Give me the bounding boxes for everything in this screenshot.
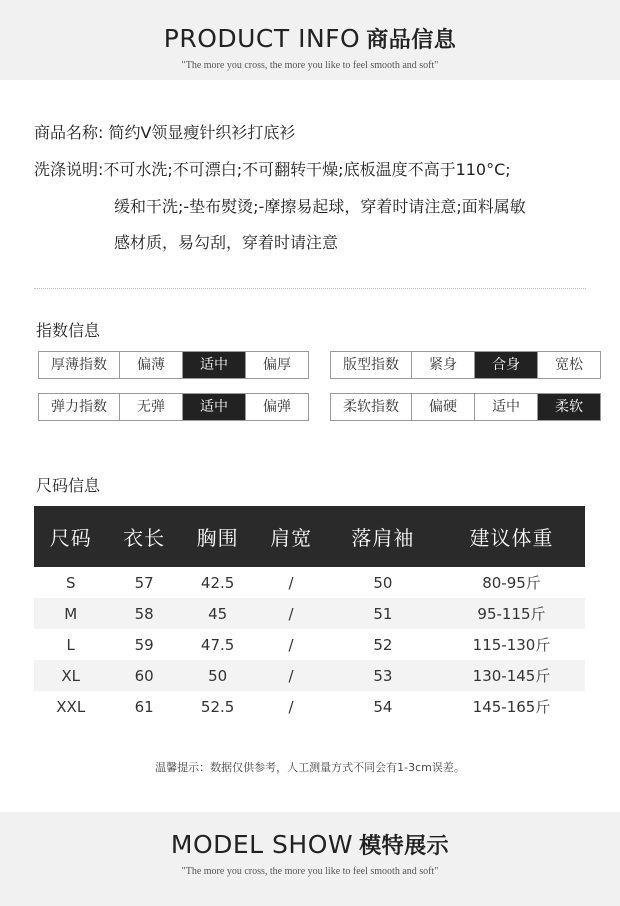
cell-length: 59 <box>134 635 154 654</box>
cell-shoulder: / <box>288 635 294 654</box>
header-chest: 胸围 <box>181 506 254 567</box>
cell-chest: 47.5 <box>200 635 235 654</box>
cell-chest: 45 <box>181 598 254 629</box>
product-info-banner <box>0 0 620 80</box>
title-cn: 模特展示 <box>359 834 450 859</box>
cell-sleeve: 53 <box>328 660 438 691</box>
size-table-header <box>34 506 585 567</box>
fit-scale <box>330 351 601 379</box>
banner-subtitle: "The more you cross, the more you like to feel smooth and soft" <box>181 866 439 877</box>
table-row <box>34 598 585 629</box>
measurement-tip: 温馨提示：数据仅供参考，人工测量方式不同会有1-3cm误差。 <box>155 761 465 774</box>
product-info-title <box>0 0 620 54</box>
scale-option: 紧身 <box>411 352 474 378</box>
scale-option-selected: 柔软 <box>537 394 600 420</box>
softness-scale <box>330 393 601 421</box>
cell-chest: 50 <box>181 660 254 691</box>
cell-sleeve: 50 <box>373 573 393 592</box>
scale-option: 无弹 <box>119 394 182 420</box>
cell-weight: 130-145斤 <box>438 660 585 691</box>
scale-option: 偏厚 <box>245 352 308 378</box>
index-section-title: 指数信息 <box>36 321 101 340</box>
cell-length: 61 <box>134 697 154 716</box>
table-row <box>34 691 585 722</box>
wash-instructions-line-1: 洗涤说明:不可水洗;不可漂白;不可翻转干燥;底板温度不高于110°C; <box>34 160 511 179</box>
model-show-title <box>0 812 620 860</box>
product-name: 商品名称: 简约V领显瘦针织衫打底衫 <box>34 123 296 142</box>
cell-size: L <box>66 635 75 654</box>
scale-option: 适中 <box>474 394 537 420</box>
table-row <box>34 660 585 691</box>
table-row <box>34 629 585 660</box>
header-sleeve: 落肩袖 <box>328 506 438 567</box>
cell-weight: 80-95斤 <box>482 574 541 592</box>
header-size: 尺码 <box>34 506 107 567</box>
cell-shoulder: / <box>254 598 327 629</box>
cell-shoulder: / <box>288 697 294 716</box>
scale-option: 偏薄 <box>119 352 182 378</box>
cell-sleeve: 54 <box>373 697 393 716</box>
cell-size: S <box>65 573 76 592</box>
cell-size: M <box>34 598 107 629</box>
banner-subtitle: "The more you cross, the more you like to feel smooth and soft" <box>181 60 439 71</box>
size-section-title: 尺码信息 <box>36 476 101 495</box>
cell-length: 58 <box>107 598 180 629</box>
wash-instructions-line-3: 感材质，易勾刮，穿着时请注意 <box>114 233 339 252</box>
scale-label: 柔软指数 <box>343 399 399 415</box>
cell-size: XXL <box>56 697 86 716</box>
scale-label: 弹力指数 <box>51 399 107 415</box>
cell-sleeve: 51 <box>328 598 438 629</box>
header-length: 衣长 <box>107 506 180 567</box>
title-en: PRODUCT INFO <box>163 24 361 53</box>
scale-option: 偏硬 <box>411 394 474 420</box>
scale-option-selected: 适中 <box>182 352 245 378</box>
table-row <box>34 567 585 598</box>
cell-chest: 42.5 <box>200 573 235 592</box>
cell-shoulder: / <box>254 660 327 691</box>
model-show-banner <box>0 812 620 906</box>
wash-instructions-line-2: 缓和干洗;-垫布熨烫;-摩擦易起球，穿着时请注意;面料属敏 <box>114 197 526 216</box>
cell-size: XL <box>34 660 107 691</box>
cell-sleeve: 52 <box>373 635 393 654</box>
header-weight: 建议体重 <box>438 506 585 567</box>
scale-option: 宽松 <box>537 352 600 378</box>
thickness-scale <box>38 351 309 379</box>
cell-shoulder: / <box>288 573 294 592</box>
scale-label: 版型指数 <box>343 357 399 373</box>
size-table <box>34 506 585 722</box>
scale-label: 厚薄指数 <box>51 357 107 373</box>
cell-weight: 115-130斤 <box>472 636 551 654</box>
scale-option-selected: 合身 <box>474 352 537 378</box>
divider <box>34 288 586 289</box>
title-cn: 商品信息 <box>366 28 457 53</box>
cell-length: 57 <box>134 573 154 592</box>
elasticity-scale <box>38 393 309 421</box>
title-en: MODEL SHOW <box>170 830 354 859</box>
scale-option: 偏弹 <box>245 394 308 420</box>
header-shoulder: 肩宽 <box>254 506 327 567</box>
cell-length: 60 <box>107 660 180 691</box>
cell-weight: 95-115斤 <box>438 598 585 629</box>
cell-chest: 52.5 <box>200 697 235 716</box>
cell-weight: 145-165斤 <box>472 698 551 716</box>
scale-option-selected: 适中 <box>182 394 245 420</box>
